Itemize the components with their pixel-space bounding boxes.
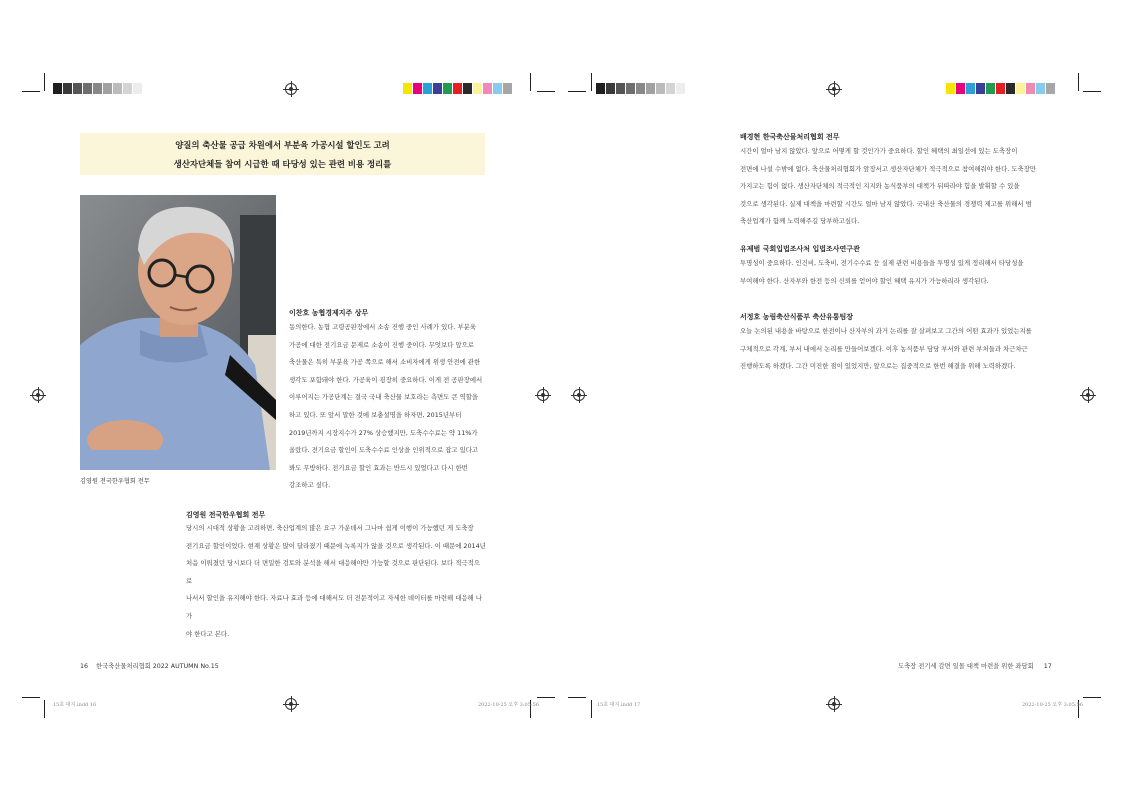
statement-line: 2019년까지 시장지수가 27% 상승했지만, 도축수수료는 약 11%가: [289, 428, 478, 437]
speaker-block-seo: [740, 312, 1045, 376]
statement-line: 것으로 생각된다. 실제 대책을 마련할 시간도 얼마 남지 않았다. 국내산 축산물의 경쟁력 제고를 위해서 범: [740, 199, 1032, 208]
color-swatch: [616, 83, 626, 94]
statement-line: 처음 이뤄졌던 당시보다 더 면밀한 검토와 분석을 해서 대응해야만 가능할 것으로 판단된다. 보다 적극적으로: [186, 559, 480, 585]
color-swatch: [133, 83, 143, 94]
photo-caption: 김영원 전국한우협회 전무: [80, 478, 150, 485]
speaker-block-yoo: [740, 244, 1045, 290]
color-swatch: [483, 83, 493, 94]
color-swatch: [113, 83, 123, 94]
color-swatch: [1026, 83, 1036, 94]
color-swatch: [93, 83, 103, 94]
statement-line: 가지고는 힘이 없다. 생산자단체의 적극적인 지지와 농식품부의 대책가 뒤따라야 힘을 발휘할 수 있을: [740, 182, 1020, 191]
speaker-block-lee: [289, 308, 485, 495]
process-color-bar: [403, 83, 513, 94]
speaker-name: 배경현 한국축산물처리협회 전무: [740, 133, 840, 141]
color-swatch: [123, 83, 133, 94]
speaker-statement: [740, 255, 1045, 290]
registration-mark-icon: [828, 83, 840, 95]
color-swatch: [966, 83, 976, 94]
color-swatch: [403, 83, 413, 94]
color-swatch: [443, 83, 453, 94]
speaker-photo: [80, 195, 276, 470]
statement-line: 동의한다. 농협 고령공판장에서 소송 진행 중인 사례가 있다. 부분육: [289, 323, 476, 331]
registration-mark-icon: [285, 698, 297, 710]
color-swatch: [986, 83, 996, 94]
speaker-name: 김영원 전국한우협회 전무: [186, 511, 266, 519]
page-footer-right: [898, 661, 1052, 670]
statement-line: 전기요금 할인이었다. 현재 상황은 많이 달라졌기 때문에 녹록지가 않을 것으로 생각된다. 이 때문에 2014년: [186, 541, 486, 550]
statement-line: 가공에 대한 전기요금 문제로 소송이 진행 중이다. 무엇보다 앞으로: [289, 340, 474, 349]
statement-line: 봐도 무방하다. 전기요금 할인 효과는 반드시 있었다고 다시 한번: [289, 463, 468, 472]
color-swatch: [473, 83, 483, 94]
slug-date-right: 2022-10-25 오후 3:05:56: [1022, 702, 1083, 708]
speaker-name: 유제범 국회입법조사처 입법조사연구관: [740, 245, 860, 253]
speaker-statement: [289, 319, 485, 495]
color-swatch: [646, 83, 656, 94]
speaker-name: 이찬호 농협경제지주 상무: [289, 309, 369, 317]
page-number: 16: [80, 663, 89, 670]
color-swatch: [626, 83, 636, 94]
statement-line: 전면에 나설 수밖에 없다. 축산물처리협회가 앞장서고 생산자단체가 적극적으로 참여해줘야 한다. 도축장만: [740, 164, 1037, 173]
speaker-statement: [740, 323, 1045, 376]
color-swatch: [423, 83, 433, 94]
color-swatch: [1016, 83, 1026, 94]
slug-file-right: 15호 대지.indd 17: [597, 702, 641, 708]
color-swatch: [656, 83, 666, 94]
color-swatch: [976, 83, 986, 94]
publication-name: 한국축산물처리협회 2022 AUTUMN No.15: [96, 663, 219, 670]
color-swatch: [1036, 83, 1046, 94]
color-swatch: [636, 83, 646, 94]
color-swatch: [596, 83, 606, 94]
color-swatch: [413, 83, 423, 94]
color-swatch: [606, 83, 616, 94]
color-swatch: [956, 83, 966, 94]
color-swatch: [433, 83, 443, 94]
color-swatch: [1046, 83, 1056, 94]
statement-line: 부여해야 한다. 산자부와 한전 등의 신뢰를 얻어야 할인 혜택 유지가 가능하리라 생각된다.: [740, 276, 989, 285]
statement-line: 축산업계가 함께 노력해주길 당부하고싶다.: [740, 217, 860, 226]
color-swatch: [946, 83, 956, 94]
statement-line: 나서서 할인을 유지해야 한다. 자료나 효과 등에 대해서도 더 전문적이고 자세한 데이터를 마련해 대응해 나가: [186, 594, 482, 620]
registration-mark-icon: [1082, 389, 1094, 401]
registration-mark-icon: [537, 389, 549, 401]
speaker-statement: [740, 143, 1045, 231]
color-swatch: [503, 83, 513, 94]
article-title: 도축장 전기세 감면 일몰 대책 마련을 위한 좌담회: [898, 663, 1034, 670]
page-number: 17: [1043, 663, 1052, 670]
statement-line: 이루어지는 가공단계는 결국 국내 축산물 보호라는 측면도 큰 역할을: [289, 393, 479, 402]
color-swatch: [666, 83, 676, 94]
color-swatch: [463, 83, 473, 94]
registration-mark-icon: [32, 389, 44, 401]
statement-line: 구체적으로 각계, 부서 내에서 논리를 만들어보겠다. 이후 농식품부 담당 부서와 관련 부처들과 차근차근: [740, 344, 1028, 353]
statement-line: 진행하도록 하겠다. 그간 미진한 점이 있었지만, 앞으로는 집중적으로 한번 해결을 위해 노력하겠다.: [740, 362, 1016, 371]
page-footer-left: [80, 661, 219, 670]
statement-line: 당시의 시대적 상황을 고려하면, 축산업계의 많은 요구 가운데서 그나마 쉽게 이행이 가능했던 게 도축장: [186, 524, 474, 532]
statement-line: 생각도 포함돼야 한다. 가공육이 굉장히 중요하다. 이게 전 공판장에서: [289, 375, 483, 384]
statement-line: 투명성이 중요하다. 인건비, 도축비, 전기수수료 등 실제 관련 비용들을 투명성 있게 정리해서 타당성을: [740, 259, 1024, 267]
slug-file-left: 15호 대지.indd 16: [53, 702, 97, 708]
color-swatch: [83, 83, 93, 94]
process-color-bar: [946, 83, 1056, 94]
statement-line: 올랐다. 전기요금 할인이 도축수수료 인상을 인위적으로 잡고 있다고: [289, 446, 479, 455]
color-swatch: [493, 83, 503, 94]
color-swatch: [103, 83, 113, 94]
color-swatch: [996, 83, 1006, 94]
color-swatch: [63, 83, 73, 94]
speaker-statement: [186, 520, 486, 643]
statement-line: 하고 있다. 또 앞서 말한 것에 보충설명을 하자면, 2015년부터: [289, 410, 462, 419]
color-swatch: [453, 83, 463, 94]
registration-mark-icon: [573, 389, 585, 401]
portrait-illustration: [80, 195, 276, 470]
registration-mark-icon: [285, 83, 297, 95]
color-swatch: [53, 83, 63, 94]
pull-quote-line-2: 생산자단체들 참여 시급한 때 타당성 있는 관련 비용 정리를: [173, 159, 392, 169]
statement-line: 강조하고 싶다.: [289, 481, 331, 490]
pull-quote-box: [80, 133, 485, 175]
statement-line: 시간이 얼마 남지 않았다. 앞으로 어떻게 할 것인가가 중요하다. 할인 혜택의 최일선에 있는 도축장이: [740, 147, 1018, 155]
slug-date-left: 2022-10-25 오후 3:05:56: [478, 702, 539, 708]
speaker-name: 서정호 농림축산식품부 축산유통팀장: [740, 313, 854, 321]
statement-line: 야 한다고 본다.: [186, 629, 230, 638]
color-swatch: [73, 83, 83, 94]
speaker-block-bae: [740, 132, 1045, 231]
pull-quote-line-1: 양질의 축산물 공급 차원에서 부분육 가공시설 할인도 고려: [175, 140, 390, 150]
color-swatch: [676, 83, 686, 94]
statement-line: 오늘 논의된 내용을 바탕으로 한전이나 산자부의 과거 논리를 잘 살펴보고 그간의 어떤 효과가 있었는지를: [740, 327, 1032, 335]
speaker-block-kim: [186, 510, 486, 643]
statement-line: 축산물은 특히 부분육 가공 쪽으로 해서 소비자에게 위생 안전에 관한: [289, 358, 481, 367]
gray-color-bar: [596, 83, 686, 94]
registration-mark-icon: [828, 698, 840, 710]
color-swatch: [1006, 83, 1016, 94]
gray-color-bar: [53, 83, 143, 94]
